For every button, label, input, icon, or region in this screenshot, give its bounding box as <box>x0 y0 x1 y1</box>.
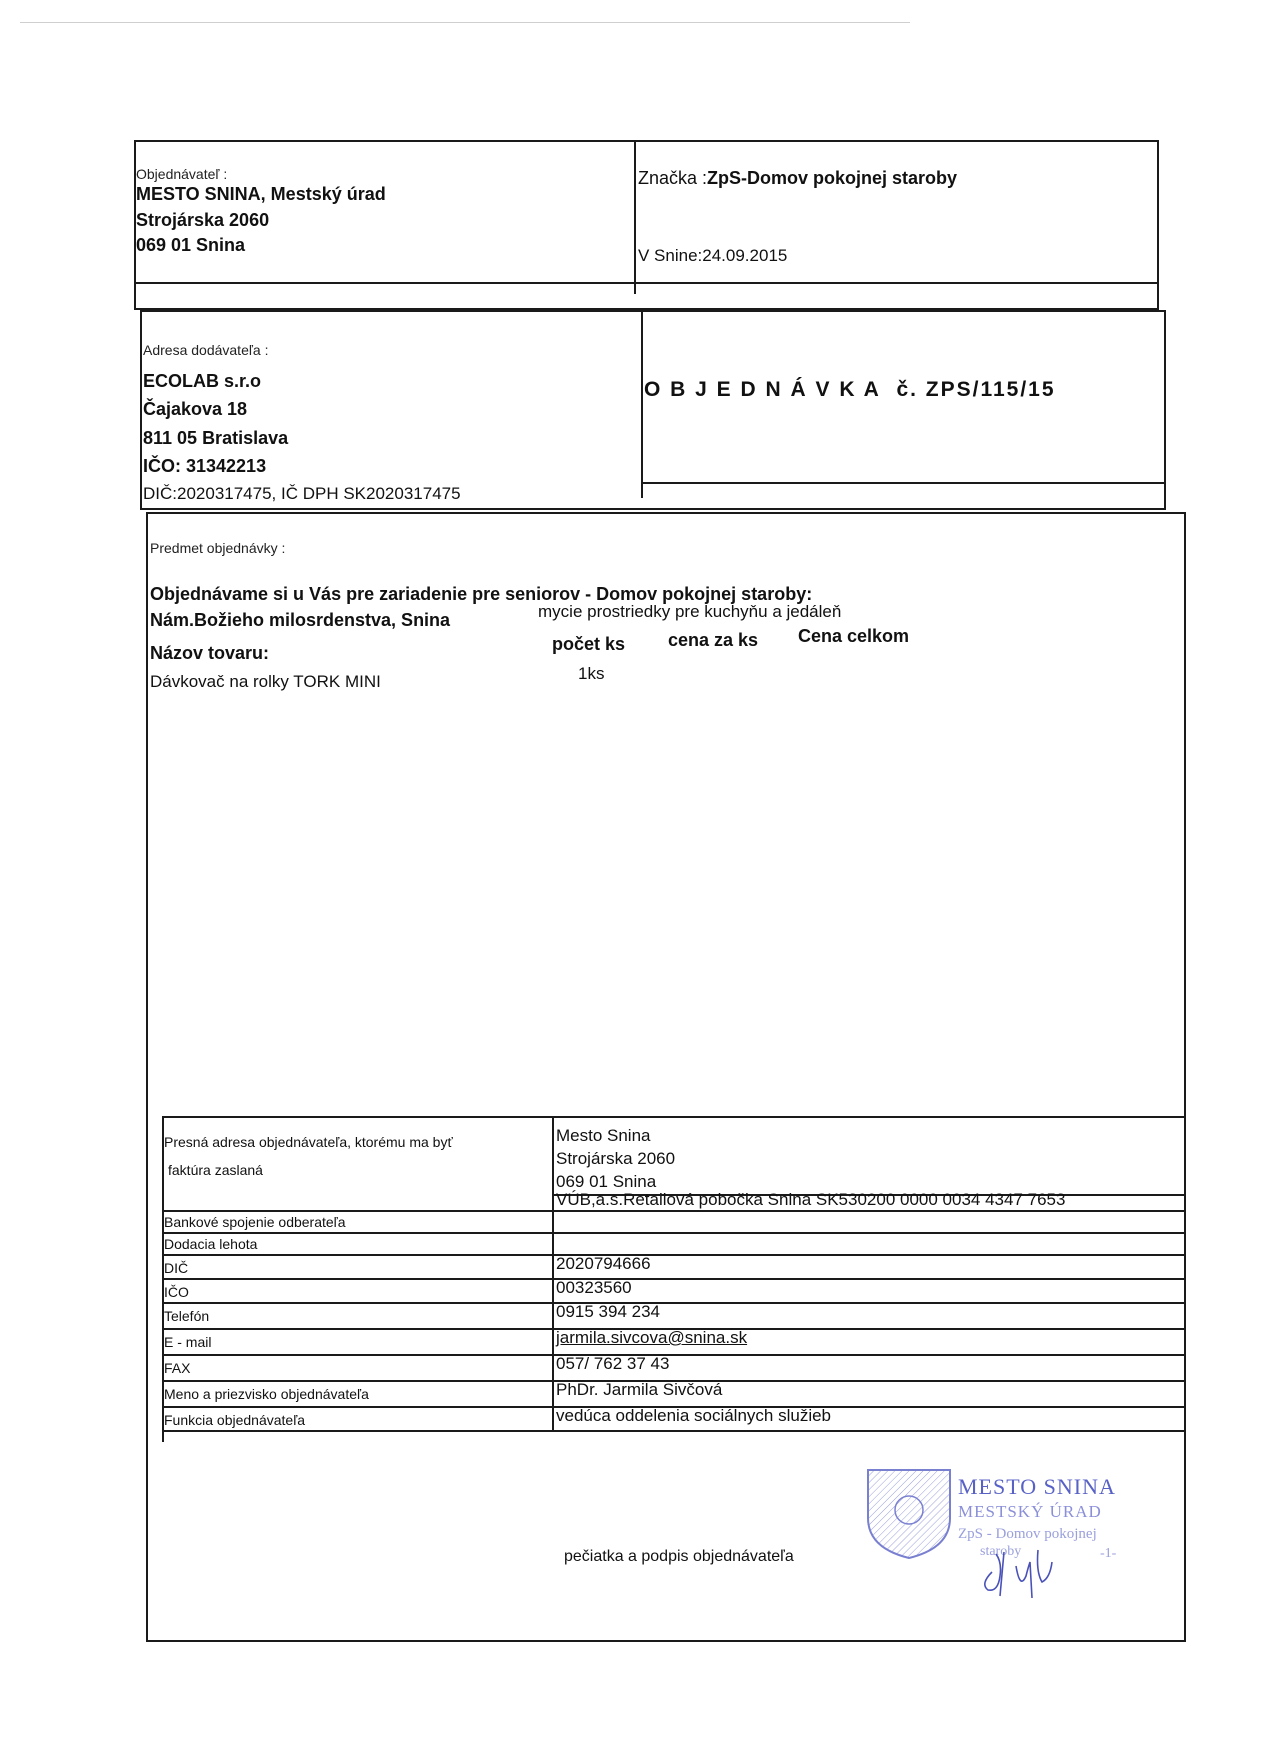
row-rule <box>162 1232 1184 1234</box>
details-bottom-rule <box>162 1430 1184 1432</box>
detail-label-function: Funkcia objednávateľa <box>164 1412 306 1428</box>
column-total-price: Cena celkom <box>798 626 910 646</box>
subject-place: Nám.Božieho milosrdenstva, Snina <box>150 610 451 630</box>
detail-label-dic: DIČ <box>164 1260 189 1276</box>
row-rule <box>162 1354 1184 1356</box>
orderer-street: Strojárska 2060 <box>136 210 270 230</box>
item-quantity: 1ks <box>578 664 605 683</box>
supplier-street: Čajakova 18 <box>143 399 248 419</box>
supplier-bottom-rule <box>641 482 1164 484</box>
stamp-line-2: MESTSKÝ ÚRAD <box>958 1502 1102 1521</box>
official-stamp <box>860 1462 1140 1612</box>
detail-label-ico: IČO <box>164 1284 189 1300</box>
row-rule <box>162 1302 1184 1304</box>
order-title: O B J E D N Á V K A <box>644 378 881 401</box>
row-rule <box>162 1278 1184 1280</box>
detail-value-fax: 057/ 762 37 43 <box>556 1354 670 1373</box>
subject-description: mycie prostriedky pre kuchyňu a jedáleň <box>538 602 842 621</box>
detail-label-email: E - mail <box>164 1334 212 1350</box>
invoice-address-line-1: Mesto Snina <box>556 1126 651 1145</box>
column-unit-price: cena za ks <box>668 630 759 650</box>
detail-value-bank: VÚB,a.s.Retailová pobočka Snina SK530200 0000 0034 4347 7653 <box>556 1190 1066 1209</box>
scan-top-edge <box>20 22 910 23</box>
orderer-box <box>134 140 1159 310</box>
column-quantity: počet ks <box>552 634 626 654</box>
supplier-dic: DIČ:2020317475, IČ DPH SK2020317475 <box>143 484 461 503</box>
subject-intro: Objednávame si u Vás pre zariadenie pre seniorov - Domov pokojnej staroby: <box>150 584 813 604</box>
detail-label-phone: Telefón <box>164 1308 210 1324</box>
orderer-divider <box>634 142 636 294</box>
reference-label: Značka : <box>638 168 708 188</box>
reference-date: V Snine:24.09.2015 <box>638 246 788 265</box>
stamp-line-3: ZpS - Domov pokojnej <box>958 1526 1097 1542</box>
row-rule <box>162 1210 1184 1212</box>
details-divider <box>552 1116 554 1430</box>
supplier-city: 811 05 Bratislava <box>143 428 289 448</box>
stamp-line-1: MESTO SNINA <box>958 1474 1116 1499</box>
invoice-address-label-2: faktúra zaslaná <box>168 1162 263 1178</box>
supplier-divider <box>641 312 643 498</box>
reference-value: ZpS-Domov pokojnej staroby <box>707 168 958 188</box>
reference-line <box>638 168 957 189</box>
column-item-name: Názov tovaru: <box>150 643 270 663</box>
detail-label-name: Meno a priezvisko objednávateľa <box>164 1386 369 1402</box>
invoice-address-label-1: Presná adresa objednávateľa, ktorému ma byť <box>164 1134 453 1150</box>
handwritten-signature <box>970 1532 1090 1602</box>
stamp-line-4: staroby <box>980 1544 1022 1559</box>
details-top-rule <box>162 1116 1184 1118</box>
orderer-city: 069 01 Snina <box>136 235 246 255</box>
order-heading <box>644 378 1056 402</box>
orderer-bottom-rule <box>136 282 1157 284</box>
stamp-page-number: -1- <box>1100 1546 1117 1561</box>
orderer-name: MESTO SNINA, Mestský úrad <box>136 184 386 204</box>
detail-value-email[interactable]: jarmila.sivcova@snina.sk <box>556 1328 748 1347</box>
row-rule <box>162 1254 1184 1256</box>
detail-value-dic: 2020794666 <box>556 1254 651 1273</box>
supplier-box <box>140 310 1166 510</box>
detail-label-bank: Bankové spojenie odberateľa <box>164 1214 346 1230</box>
crest-icon <box>864 1466 954 1561</box>
supplier-label: Adresa dodávateľa : <box>143 342 269 358</box>
signature-label: pečiatka a podpis objednávateľa <box>564 1548 794 1565</box>
detail-value-ico: 00323560 <box>556 1278 632 1297</box>
order-number: č. ZPS/115/15 <box>896 378 1056 401</box>
detail-label-delivery: Dodacia lehota <box>164 1236 258 1252</box>
detail-value-function: vedúca oddelenia sociálnych služieb <box>556 1406 832 1425</box>
subject-label: Predmet objednávky : <box>150 540 286 556</box>
orderer-label: Objednávateľ : <box>136 166 228 182</box>
detail-label-fax: FAX <box>164 1360 191 1376</box>
item-name: Dávkovač na rolky TORK MINI <box>150 672 381 691</box>
detail-value-name: PhDr. Jarmila Sivčová <box>556 1380 723 1399</box>
invoice-address-line-2: Strojárska 2060 <box>556 1149 676 1168</box>
detail-value-phone: 0915 394 234 <box>556 1302 660 1321</box>
supplier-ico: IČO: 31342213 <box>143 456 267 476</box>
supplier-name: ECOLAB s.r.o <box>143 371 262 391</box>
invoice-address-line-3: 069 01 Snina <box>556 1172 657 1191</box>
